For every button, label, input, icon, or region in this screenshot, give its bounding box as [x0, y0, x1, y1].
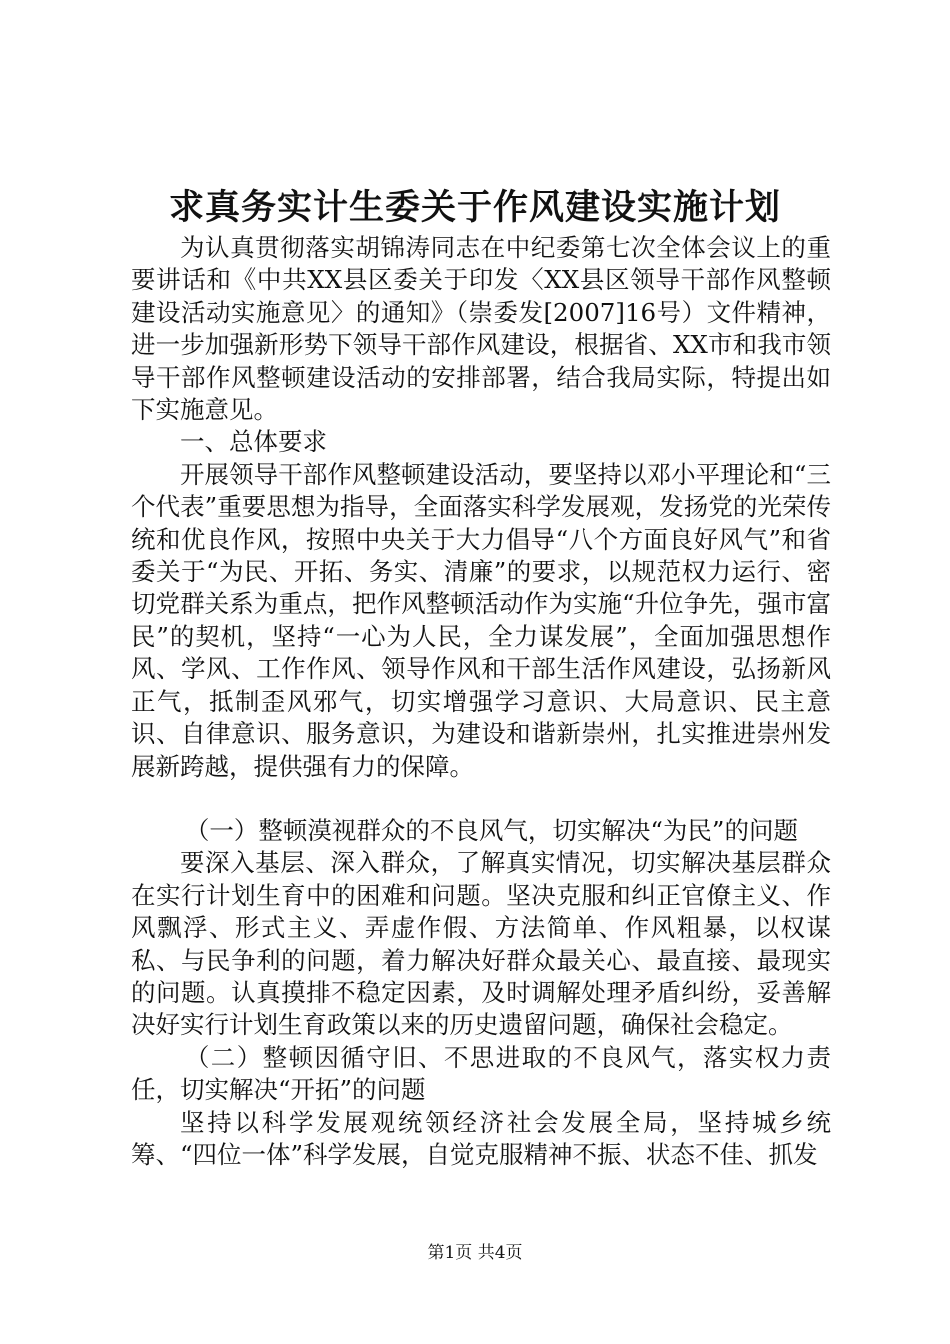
subsection-heading-1: （一）整顿漠视群众的不良风气，切实解决“为民”的问题: [184, 815, 798, 845]
general-requirements-paragraph: 开展领导干部作风整顿建设活动，要坚持以邓小平理论和“三个代表”重要思想为指导，全面落实科学发展观，发扬党的光荣传统和优良作风，按照中央关于大力倡导“八个方面良好风气”和省委关于“为民、开拓、务实、清廉”的要求，以规范权力运行、密切党群关系为重点，把作风整顿活动作为实施“升位争先，强市富民”的契机，坚持“一心为人民，全力谋发展”，全面加强思想作风、学风、工作作风、领导作风和干部生活作风建设，弘扬新风正气，抵制歪风邪气，切实增强学习意识、大局意识、民主意识、自律意识、服务意识，为建设和谐新崇州，扎实推进崇州发展新跨越，提供强有力的保障。: [131, 459, 831, 781]
document-title: 求真务实计生委关于作风建设实施计划: [168, 187, 781, 228]
section-heading-general-requirements: 一、总体要求: [180, 427, 327, 457]
document-body: [131, 232, 831, 1171]
page-footer: 第1页 共4页: [427, 1243, 523, 1263]
subsection-2-paragraph: 坚持以科学发展观统领经济社会发展全局，坚持城乡统筹、“四位一体”科学发展，自觉克服精神不振、状态不佳、抓发: [131, 1107, 831, 1169]
intro-paragraph: 为认真贯彻落实胡锦涛同志在中纪委第七次全体会议上的重要讲话和《中共XX县区委关于印发〈XX县区领导干部作风整顿建设活动实施意见〉的通知》（崇委发[2007]16号）文件精神，进一步加强新形势下领导干部作风建设，根据省、XX市和我市领导干部作风整顿建设活动的安排部署，结合我局实际，特提出如下实施意见。: [131, 233, 831, 425]
subsection-1-paragraph: 要深入基层、深入群众，了解真实情况，切实解决基层群众在实行计划生育中的困难和问题。坚决克服和纠正官僚主义、作风飘浮、形式主义、弄虚作假、方法简单、作风粗暴，以权谋私、与民争利的问题，着力解决好群众最关心、最直接、最现实的问题。认真摸排不稳定因素，及时调解处理矛盾纠纷，妥善解决好实行计划生育政策以来的历史遗留问题，确保社会稳定。: [131, 848, 831, 1040]
subsection-heading-2: （二）整顿因循守旧、不思进取的不良风气，落实权力责任，切实解决“开拓”的问题: [131, 1042, 831, 1105]
